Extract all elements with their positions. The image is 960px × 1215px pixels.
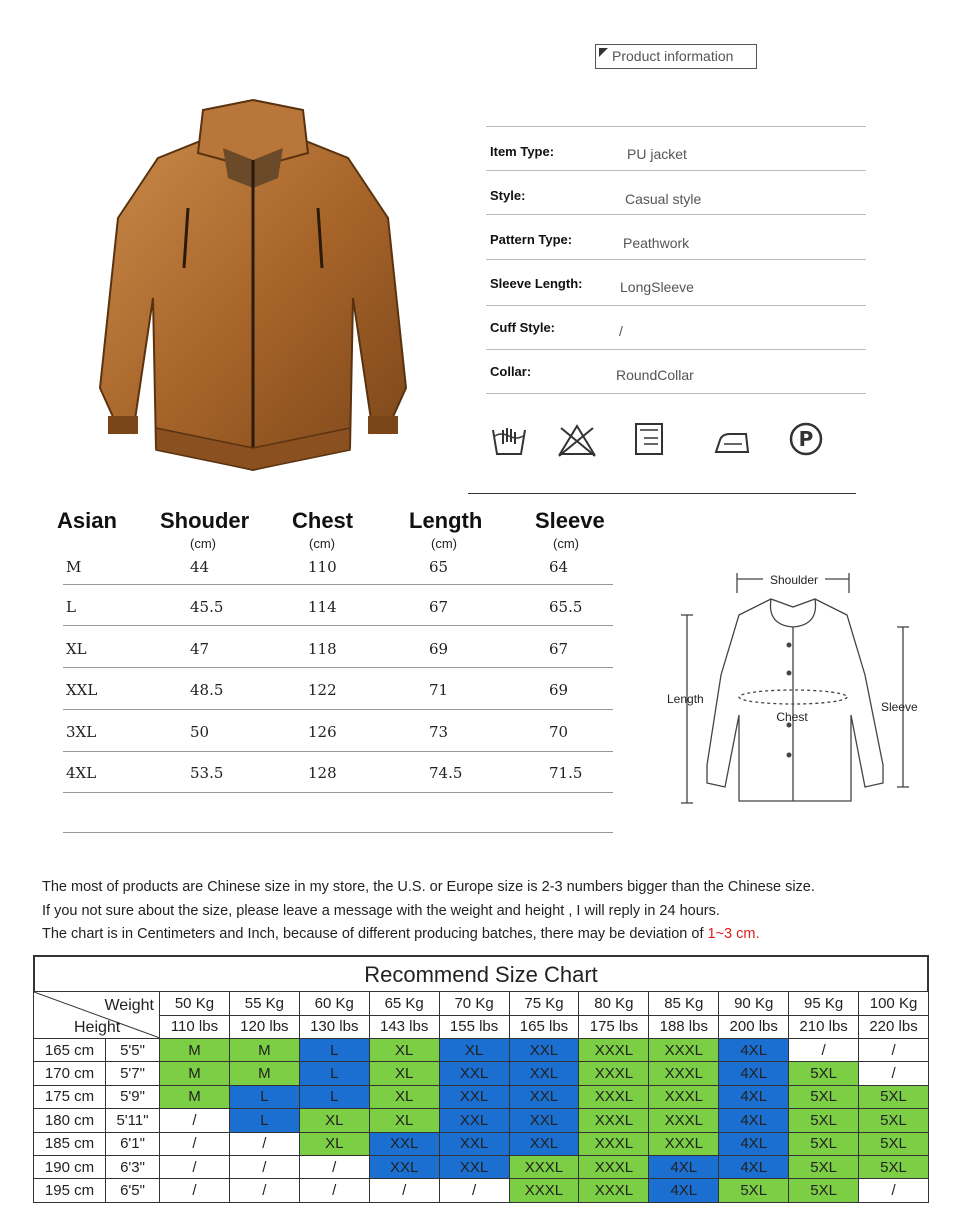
height-cm: 170 cm <box>34 1062 106 1085</box>
size-recommendation: XXXL <box>579 1039 649 1062</box>
label-sleeve: Sleeve <box>881 700 918 714</box>
height-cm: 165 cm <box>34 1039 106 1062</box>
recommend-size-chart <box>33 955 929 1205</box>
size-value: 74.5 <box>429 764 463 782</box>
size-recommendation: / <box>160 1132 230 1155</box>
size-value: 69 <box>549 681 569 699</box>
unit-label: (cm) <box>309 536 335 551</box>
size-label: XXL <box>66 681 98 699</box>
note-line-3-text: The chart is in Centimeters and Inch, because of different producing batches, there may be deviation of <box>42 926 708 942</box>
product-information-title: Product information <box>612 48 734 64</box>
height-cm: 190 cm <box>34 1155 106 1178</box>
size-recommendation: XL <box>299 1109 369 1132</box>
info-value-sleeve-length: LongSleeve <box>620 279 694 295</box>
unit-label: (cm) <box>190 536 216 551</box>
size-value: 67 <box>429 598 449 616</box>
row-divider <box>63 792 613 793</box>
label-chest: Chest <box>776 710 808 724</box>
size-chart-row <box>34 1109 929 1132</box>
measurement-diagram <box>655 565 925 815</box>
size-label: M <box>66 558 82 576</box>
divider <box>486 393 866 394</box>
size-recommendation: 5XL <box>789 1109 859 1132</box>
weight-kg-header: 90 Kg <box>719 992 789 1016</box>
size-recommendation: / <box>160 1109 230 1132</box>
weight-lbs-header: 165 lbs <box>509 1015 579 1039</box>
size-recommendation: XXL <box>509 1132 579 1155</box>
size-header-length: Length <box>409 508 483 533</box>
svg-text:P: P <box>798 427 814 451</box>
size-recommendation: L <box>299 1062 369 1085</box>
weight-lbs-header: 120 lbs <box>229 1015 299 1039</box>
size-recommendation: XXL <box>439 1085 509 1108</box>
size-chart-row <box>34 1155 929 1178</box>
row-divider <box>63 584 613 585</box>
size-recommendation: / <box>229 1179 299 1202</box>
size-recommendation: / <box>439 1179 509 1202</box>
size-recommendation: 5XL <box>859 1132 929 1155</box>
size-recommendation: 5XL <box>789 1155 859 1178</box>
size-recommendation: / <box>229 1132 299 1155</box>
size-header-shoulder: Shouder <box>160 508 250 533</box>
size-value: 122 <box>308 681 337 699</box>
size-recommendation: XXXL <box>579 1179 649 1202</box>
size-recommendation: XXL <box>509 1039 579 1062</box>
height-label: Height <box>74 1019 121 1036</box>
no-bleach-icon <box>557 420 597 460</box>
size-recommendation: XL <box>369 1062 439 1085</box>
size-recommendation: 5XL <box>859 1155 929 1178</box>
size-recommendation: 5XL <box>859 1109 929 1132</box>
size-recommendation: 5XL <box>789 1179 859 1202</box>
size-recommendation: 4XL <box>719 1109 789 1132</box>
row-divider <box>63 667 613 668</box>
size-value: 71 <box>429 681 449 699</box>
size-recommendation: XXXL <box>649 1062 719 1085</box>
weight-kg-header: 95 Kg <box>789 992 859 1016</box>
size-value: 71.5 <box>549 764 583 782</box>
size-header-sleeve: Sleeve <box>535 508 605 533</box>
size-chart-row <box>34 1039 929 1062</box>
size-recommendation: XL <box>369 1039 439 1062</box>
size-recommendation: L <box>299 1039 369 1062</box>
size-recommendation: / <box>299 1179 369 1202</box>
height-ft: 6'3" <box>106 1155 160 1178</box>
info-key-pattern-type: Pattern Type: <box>490 232 573 247</box>
size-recommendation: / <box>789 1039 859 1062</box>
size-recommendation: XXL <box>509 1109 579 1132</box>
size-value: 64 <box>549 558 569 576</box>
height-ft: 5'9" <box>106 1085 160 1108</box>
size-value: 67 <box>549 640 569 658</box>
size-recommendation: XXL <box>439 1109 509 1132</box>
size-header-chest: Chest <box>292 508 354 533</box>
weight-kg-header: 65 Kg <box>369 992 439 1016</box>
size-header-asian: Asian <box>57 508 117 533</box>
height-cm: 180 cm <box>34 1109 106 1132</box>
info-value-pattern-type: Peathwork <box>623 235 690 251</box>
size-chart-row <box>34 1085 929 1108</box>
hand-wash-icon <box>489 420 529 460</box>
unit-label: (cm) <box>553 536 579 551</box>
size-value: 126 <box>308 723 337 741</box>
size-recommendation: XXL <box>509 1062 579 1085</box>
weight-lbs-header: 188 lbs <box>649 1015 719 1039</box>
weight-kg-header: 60 Kg <box>299 992 369 1016</box>
label-length: Length <box>667 692 704 706</box>
size-recommendation: / <box>299 1155 369 1178</box>
size-recommendation: XXXL <box>579 1109 649 1132</box>
size-recommendation: 5XL <box>789 1085 859 1108</box>
divider <box>486 349 866 350</box>
size-recommendation: XXL <box>439 1155 509 1178</box>
weight-kg-header: 50 Kg <box>160 992 230 1016</box>
weight-kg-header: 55 Kg <box>229 992 299 1016</box>
size-recommendation: / <box>859 1039 929 1062</box>
size-recommendation: XXXL <box>579 1132 649 1155</box>
weight-lbs-header: 200 lbs <box>719 1015 789 1039</box>
size-recommendation: 5XL <box>789 1132 859 1155</box>
size-value: 65 <box>429 558 449 576</box>
jacket-product-image <box>88 98 418 478</box>
size-recommendation: XXXL <box>579 1062 649 1085</box>
size-value: 50 <box>190 723 210 741</box>
unit-label: (cm) <box>431 536 457 551</box>
dry-clean-p-icon <box>786 420 826 460</box>
size-value: 45.5 <box>190 598 224 616</box>
iron-icon <box>712 420 752 460</box>
height-ft: 6'5" <box>106 1179 160 1202</box>
size-recommendation: XXXL <box>579 1155 649 1178</box>
size-chart-row <box>34 1132 929 1155</box>
size-chart-row <box>34 1179 929 1202</box>
weight-kg-header: 75 Kg <box>509 992 579 1016</box>
size-recommendation: L <box>299 1085 369 1108</box>
weight-lbs-header: 175 lbs <box>579 1015 649 1039</box>
weight-height-header <box>34 992 160 1039</box>
size-recommendation: / <box>859 1179 929 1202</box>
size-value: 44 <box>190 558 210 576</box>
size-value: 118 <box>308 640 337 658</box>
size-recommendation: 5XL <box>789 1062 859 1085</box>
weight-lbs-header: 130 lbs <box>299 1015 369 1039</box>
size-recommendation: M <box>160 1039 230 1062</box>
info-key-collar: Collar: <box>490 364 532 379</box>
note-line-3 <box>42 926 760 942</box>
size-recommendation: XL <box>439 1039 509 1062</box>
size-recommendation: L <box>229 1085 299 1108</box>
size-recommendation: / <box>160 1155 230 1178</box>
info-key-sleeve-length: Sleeve Length: <box>490 276 583 291</box>
height-cm: 185 cm <box>34 1132 106 1155</box>
size-label: L <box>66 598 76 616</box>
info-value-collar: RoundCollar <box>616 367 694 383</box>
size-recommendation: XXXL <box>579 1085 649 1108</box>
size-value: 114 <box>308 598 337 616</box>
size-recommendation: 4XL <box>719 1085 789 1108</box>
size-recommendation: XL <box>369 1109 439 1132</box>
size-recommendation: 4XL <box>719 1039 789 1062</box>
divider <box>468 493 856 494</box>
size-label: XL <box>66 640 87 658</box>
weight-kg-header: 85 Kg <box>649 992 719 1016</box>
size-recommendation: 4XL <box>719 1062 789 1085</box>
size-value: 110 <box>308 558 337 576</box>
weight-lbs-header: 110 lbs <box>160 1015 230 1039</box>
info-key-item-type: Item Type: <box>490 144 555 159</box>
info-value-style: Casual style <box>625 191 702 207</box>
size-recommendation: 5XL <box>719 1179 789 1202</box>
height-cm: 195 cm <box>34 1179 106 1202</box>
size-recommendation: XXL <box>439 1062 509 1085</box>
recommend-chart-title: Recommend Size Chart <box>33 955 929 991</box>
recommend-table <box>33 991 929 1203</box>
note-line-2: If you not sure about the size, please leave a message with the weight and height , I will reply in 24 hours. <box>42 903 720 919</box>
size-value: 70 <box>549 723 569 741</box>
info-value-cuff-style: / <box>619 323 623 339</box>
size-recommendation: XXXL <box>649 1039 719 1062</box>
info-value-item-type: PU jacket <box>627 146 687 162</box>
row-divider <box>63 751 613 752</box>
size-recommendation: / <box>859 1062 929 1085</box>
size-recommendation: / <box>369 1179 439 1202</box>
size-recommendation: XXXL <box>649 1085 719 1108</box>
size-label: 4XL <box>66 764 97 782</box>
row-divider <box>63 625 613 626</box>
info-key-cuff-style: Cuff Style: <box>490 320 555 335</box>
size-recommendation: 5XL <box>859 1085 929 1108</box>
size-recommendation: L <box>229 1109 299 1132</box>
size-label: 3XL <box>66 723 97 741</box>
size-recommendation: XXL <box>369 1132 439 1155</box>
divider <box>486 259 866 260</box>
info-key-style: Style: <box>490 188 526 203</box>
size-recommendation: XXL <box>369 1155 439 1178</box>
size-recommendation: 4XL <box>719 1132 789 1155</box>
note-deviation: 1~3 cm. <box>707 926 760 942</box>
size-recommendation: XXXL <box>649 1109 719 1132</box>
weight-lbs-header: 210 lbs <box>789 1015 859 1039</box>
weight-lbs-header: 155 lbs <box>439 1015 509 1039</box>
product-information-header <box>595 44 757 69</box>
size-value: 47 <box>190 640 210 658</box>
size-recommendation: 4XL <box>649 1179 719 1202</box>
corner-triangle-icon <box>599 48 608 57</box>
size-recommendation: XXL <box>509 1085 579 1108</box>
size-recommendation: XXXL <box>649 1132 719 1155</box>
size-recommendation: XXL <box>439 1132 509 1155</box>
size-recommendation: 4XL <box>719 1155 789 1178</box>
size-value: 53.5 <box>190 764 224 782</box>
size-recommendation: 4XL <box>649 1155 719 1178</box>
divider <box>486 126 866 127</box>
size-value: 73 <box>429 723 449 741</box>
height-ft: 5'7" <box>106 1062 160 1085</box>
divider <box>486 214 866 215</box>
height-ft: 5'5" <box>106 1039 160 1062</box>
size-value: 65.5 <box>549 598 583 616</box>
size-recommendation: XXXL <box>509 1155 579 1178</box>
size-recommendation: M <box>160 1062 230 1085</box>
table-bottom-divider <box>63 832 613 833</box>
weight-kg-header: 100 Kg <box>859 992 929 1016</box>
divider <box>486 170 866 171</box>
divider <box>486 305 866 306</box>
row-divider <box>63 709 613 710</box>
height-ft: 5'11" <box>106 1109 160 1132</box>
size-recommendation: M <box>160 1085 230 1108</box>
tumble-dry-icon <box>630 420 670 460</box>
size-value: 48.5 <box>190 681 224 699</box>
weight-lbs-header: 143 lbs <box>369 1015 439 1039</box>
height-cm: 175 cm <box>34 1085 106 1108</box>
height-ft: 6'1" <box>106 1132 160 1155</box>
size-chart-row <box>34 1062 929 1085</box>
size-recommendation: / <box>160 1179 230 1202</box>
weight-kg-header: 70 Kg <box>439 992 509 1016</box>
weight-lbs-header: 220 lbs <box>859 1015 929 1039</box>
size-recommendation: / <box>229 1155 299 1178</box>
size-value: 128 <box>308 764 337 782</box>
diagonal-divider <box>34 992 160 1038</box>
size-recommendation: M <box>229 1062 299 1085</box>
size-recommendation: M <box>229 1039 299 1062</box>
size-recommendation: XL <box>369 1085 439 1108</box>
note-line-1: The most of products are Chinese size in my store, the U.S. or Europe size is 2-3 numbers bigger than the Chinese size. <box>42 879 815 895</box>
size-value: 69 <box>429 640 449 658</box>
size-recommendation: XXXL <box>509 1179 579 1202</box>
size-recommendation: XL <box>299 1132 369 1155</box>
label-shoulder: Shoulder <box>769 573 819 587</box>
weight-kg-header: 80 Kg <box>579 992 649 1016</box>
weight-label: Weight <box>104 997 154 1014</box>
